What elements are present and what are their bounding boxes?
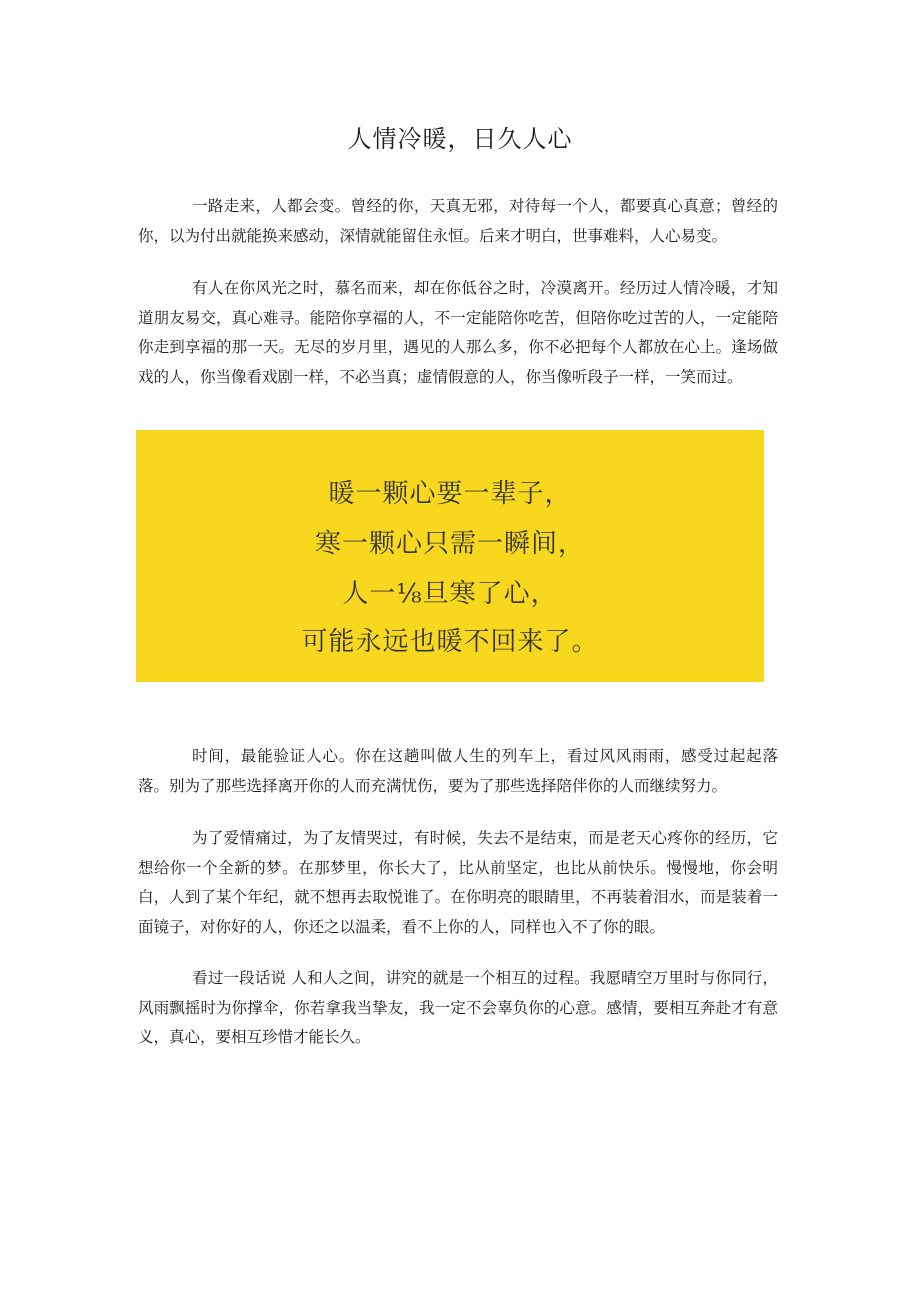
quote-line-4: 可能永远也暖不回来了。	[301, 627, 599, 657]
quote-line-2: 寒一颗心只需一瞬间，	[314, 529, 585, 559]
paragraph-5: 看过一段话说 人和人之间，讲究的就是一个相互的过程。我愿晴空万里时与你同行，风雨飘摇时为你撑伞，你若拿我当挚友，我一定不会辜负你的心意。感情，要相互奔赴才有意义，真心，要相互珍惜才能长久。	[138, 969, 778, 1046]
quote-line-1: 暖一颗心要一辈子，	[328, 479, 572, 509]
paragraph-1: 一路走来，人都会变。曾经的你，天真无邪，对待每一个人，都要真心真意；曾经的你，以为付出就能换来感动，深情就能留住永恒。后来才明白，世事难料，人心易变。	[138, 197, 778, 245]
quote-line-3: 人一⅛旦寒了心，	[342, 579, 558, 609]
article-title: 人情冷暖，日久人心	[347, 125, 573, 153]
paragraph-2: 有人在你风光之时，慕名而来，却在你低谷之时，冷漠离开。经历过人情冷暖，才知道朋友易交，真心难寻。能陪你享福的人，不一定能陪你吃苦，但陪你吃过苦的人，一定能陪你走到享福的那一天。无尽的岁月里，遇见的人那么多，你不必把每个人都放在心上。逢场做戏的人，你当像看戏剧一样，不必当真；虚情假意的人，你当像听段子一样，一笑而过。	[138, 279, 778, 386]
quote-box	[136, 430, 764, 682]
paragraph-3: 时间，最能验证人心。你在这趟叫做人生的列车上，看过风风雨雨，感受过起起落落。别为了那些选择离开你的人而充满忧伤，要为了那些选择陪伴你的人而继续努力。	[138, 747, 778, 795]
paragraph-4: 为了爱情痛过，为了友情哭过，有时候，失去不是结束，而是老天心疼你的经历，它想给你一个全新的梦。在那梦里，你长大了，比从前坚定，也比从前快乐。慢慢地，你会明白，人到了某个年纪，就不想再去取悦谁了。在你明亮的眼睛里，不再装着泪水，而是装着一面镜子，对你好的人，你还之以温柔，看不上你的人，同样也入不了你的眼。	[138, 829, 778, 936]
